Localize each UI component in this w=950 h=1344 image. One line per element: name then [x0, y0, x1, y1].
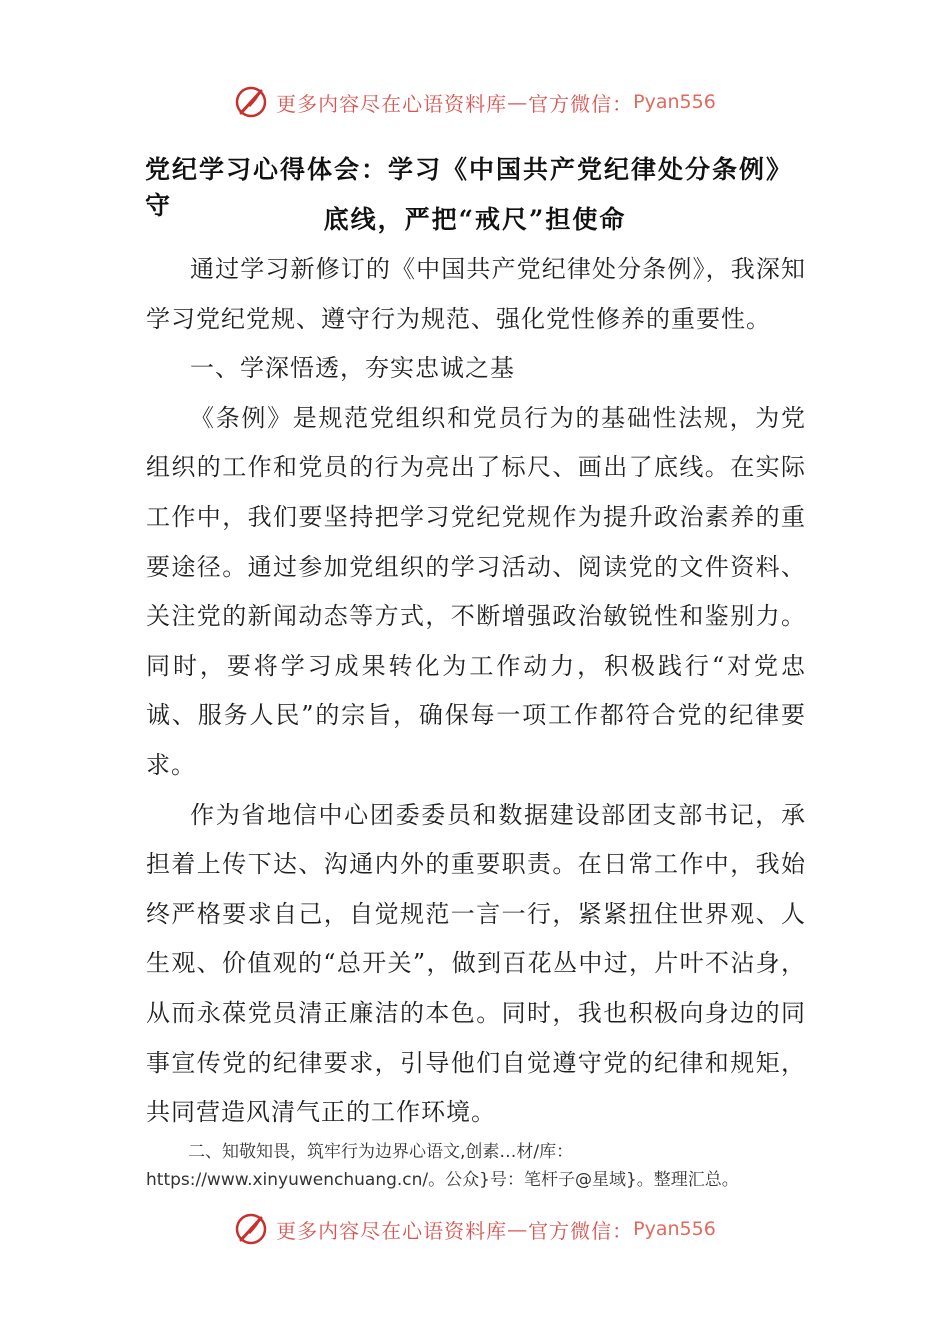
document-body: [146, 245, 806, 1138]
banner-separator: —: [507, 90, 529, 114]
paragraph-2: 作为省地信中心团委委员和数据建设部团支部书记，承担着上传下达、沟通内外的重要职责。在日常工作中，我始终严格要求自己，自觉规范一言一行，紧紧扭住世界观、人生观、价值观的“总开关”，做到百花丛中过，片叶不沾身，从而永葆党员清正廉洁的本色。同时，我也积极向身边的同事宣传党的纪律要求，引导他们自觉遵守党的纪律和规矩，共同营造风清气正的工作环境。: [146, 800, 806, 1127]
banner-wechat-label: 官方微信：: [528, 91, 634, 116]
section-heading-1: 一、学深悟透，夯实忠诚之基: [190, 354, 515, 383]
quill-logo-icon: [234, 1212, 268, 1246]
banner-handle: Pyan556: [633, 91, 716, 113]
banner-wechat-label: 官方微信：: [528, 1218, 634, 1243]
document-title-line2: 底线，严把“戒尺”担使命: [323, 205, 627, 234]
header-banner: [0, 82, 950, 122]
footer-note-text: 二、知敬知畏，筑牢行为边界心语文,创素…材/库：https://www.xinyuwenchuang.cn/。公众}号：笔杆子@星域}。整理汇总。: [146, 1142, 739, 1190]
document-title-line1: 党纪学习心得体会：学习《中国共产党纪律处分条例》守: [145, 155, 794, 220]
quill-logo-icon: [234, 85, 268, 119]
paragraph-intro: 通过学习新修订的《中国共产党纪律处分条例》，我深知学习党纪党规、遵守行为规范、强化党性修养的重要性。: [146, 255, 806, 333]
banner-separator: —: [507, 1217, 529, 1241]
paragraph-1: 《条例》是规范党组织和党员行为的基础性法规，为党组织的工作和党员的行为亮出了标尺、画出了底线。在实际工作中，我们要坚持把学习党纪党规作为提升政治素养的重要途径。通过参加党组织的学习活动、阅读党的文件资料、关注党的新闻动态等方式，不断增强政治敏锐性和鉴别力。同时，要将学习成果转化为工作动力，积极践行“对党忠诚、服务人民”的宗旨，确保每一项工作都符合党的纪律要求。: [146, 403, 806, 779]
banner-handle: Pyan556: [633, 1218, 716, 1240]
banner-text: 更多内容尽在心语资料库: [276, 91, 508, 116]
footer-note: [146, 1138, 806, 1194]
footer-banner: [0, 1209, 950, 1249]
banner-text: 更多内容尽在心语资料库: [276, 1218, 508, 1243]
